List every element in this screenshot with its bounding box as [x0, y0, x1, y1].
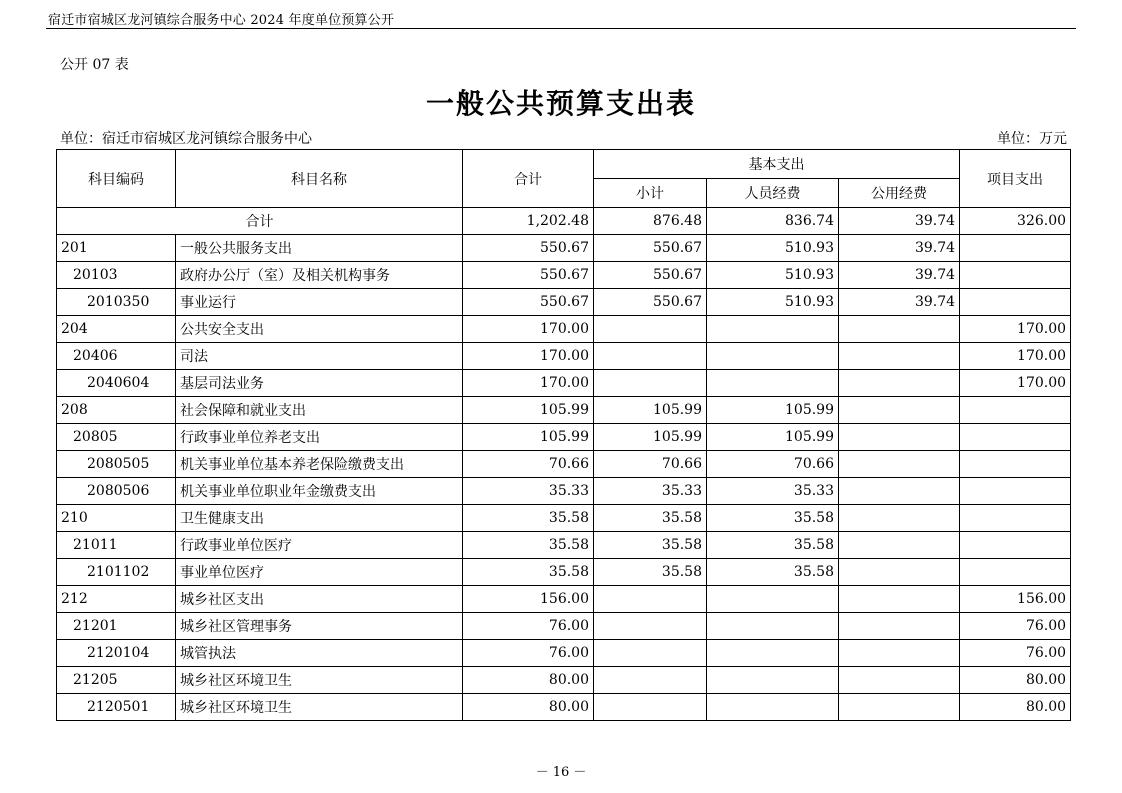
col-header-public: 公用经费 [839, 179, 960, 208]
cell-personnel: 35.58 [707, 559, 839, 586]
cell-total: 170.00 [463, 370, 594, 397]
table-row [57, 694, 1071, 721]
cell-name: 卫生健康支出 [176, 505, 463, 532]
cell-total: 80.00 [463, 694, 594, 721]
cell-personnel [707, 640, 839, 667]
cell-code: 2010350 [57, 289, 176, 316]
cell-subtotal: 550.67 [594, 289, 707, 316]
cell-personnel [707, 343, 839, 370]
cell-subtotal [594, 370, 707, 397]
cell-total: 80.00 [463, 667, 594, 694]
table-row [57, 262, 1071, 289]
cell-code: 20406 [57, 343, 176, 370]
cell-total: 35.58 [463, 559, 594, 586]
cell-project [960, 397, 1071, 424]
cell-code: 210 [57, 505, 176, 532]
col-header-name: 科目名称 [176, 150, 463, 208]
cell-public [839, 316, 960, 343]
cell-subtotal: 70.66 [594, 451, 707, 478]
cell-subtotal [594, 640, 707, 667]
cell-name: 社会保障和就业支出 [176, 397, 463, 424]
cell-personnel: 510.93 [707, 262, 839, 289]
cell-name: 城乡社区环境卫生 [176, 694, 463, 721]
cell-total: 76.00 [463, 640, 594, 667]
header-rule [46, 28, 1076, 29]
cell-total: 70.66 [463, 451, 594, 478]
table-row [57, 478, 1071, 505]
cell-total: 76.00 [463, 613, 594, 640]
cell-project [960, 262, 1071, 289]
cell-code: 21011 [57, 532, 176, 559]
total-row-total: 1,202.48 [463, 208, 594, 235]
cell-personnel [707, 613, 839, 640]
col-header-personnel: 人员经费 [707, 179, 839, 208]
cell-name: 公共安全支出 [176, 316, 463, 343]
running-header-title: 宿迁市宿城区龙河镇综合服务中心 2024 年度单位预算公开 [48, 13, 395, 28]
cell-total: 170.00 [463, 343, 594, 370]
cell-name: 一般公共服务支出 [176, 235, 463, 262]
cell-name: 城乡社区支出 [176, 586, 463, 613]
cell-personnel: 105.99 [707, 424, 839, 451]
table-row [57, 505, 1071, 532]
cell-project: 76.00 [960, 613, 1071, 640]
cell-public [839, 532, 960, 559]
cell-code: 21201 [57, 613, 176, 640]
cell-name: 政府办公厅（室）及相关机构事务 [176, 262, 463, 289]
unit-organization: 单位：宿迁市宿城区龙河镇综合服务中心 [60, 131, 312, 147]
cell-subtotal [594, 586, 707, 613]
cell-subtotal: 35.58 [594, 505, 707, 532]
cell-total: 105.99 [463, 424, 594, 451]
cell-code: 20103 [57, 262, 176, 289]
cell-public [839, 667, 960, 694]
cell-project [960, 478, 1071, 505]
cell-personnel [707, 316, 839, 343]
cell-personnel: 35.58 [707, 505, 839, 532]
table-row [57, 667, 1071, 694]
cell-public [839, 613, 960, 640]
cell-name: 城乡社区管理事务 [176, 613, 463, 640]
table-row [57, 613, 1071, 640]
cell-code: 2120104 [57, 640, 176, 667]
cell-public [839, 397, 960, 424]
cell-name: 行政事业单位医疗 [176, 532, 463, 559]
form-number: 公开 07 表 [60, 57, 129, 73]
cell-personnel: 510.93 [707, 235, 839, 262]
cell-subtotal [594, 694, 707, 721]
cell-name: 城乡社区环境卫生 [176, 667, 463, 694]
cell-project: 170.00 [960, 370, 1071, 397]
cell-public [839, 478, 960, 505]
cell-public [839, 694, 960, 721]
cell-public [839, 424, 960, 451]
table-row [57, 370, 1071, 397]
col-header-subtotal: 小计 [594, 179, 707, 208]
cell-code: 2040604 [57, 370, 176, 397]
cell-project [960, 505, 1071, 532]
cell-subtotal: 105.99 [594, 397, 707, 424]
table-row [57, 343, 1071, 370]
cell-project: 156.00 [960, 586, 1071, 613]
cell-total: 550.67 [463, 262, 594, 289]
table-row [57, 235, 1071, 262]
cell-public [839, 343, 960, 370]
cell-name: 事业单位医疗 [176, 559, 463, 586]
cell-personnel [707, 586, 839, 613]
cell-personnel [707, 667, 839, 694]
cell-public [839, 586, 960, 613]
table-row [57, 316, 1071, 343]
cell-personnel: 35.58 [707, 532, 839, 559]
cell-subtotal: 105.99 [594, 424, 707, 451]
cell-total: 35.58 [463, 532, 594, 559]
cell-project [960, 451, 1071, 478]
cell-public [839, 559, 960, 586]
col-header-project: 项目支出 [960, 150, 1071, 208]
cell-public [839, 451, 960, 478]
cell-code: 2080506 [57, 478, 176, 505]
cell-total: 35.58 [463, 505, 594, 532]
cell-subtotal: 35.58 [594, 532, 707, 559]
cell-name: 机关事业单位职业年金缴费支出 [176, 478, 463, 505]
cell-personnel: 35.33 [707, 478, 839, 505]
cell-total: 105.99 [463, 397, 594, 424]
cell-project [960, 532, 1071, 559]
cell-subtotal: 550.67 [594, 262, 707, 289]
total-row-project: 326.00 [960, 208, 1071, 235]
budget-table [56, 149, 1071, 721]
cell-code: 20805 [57, 424, 176, 451]
cell-public: 39.74 [839, 289, 960, 316]
cell-personnel [707, 694, 839, 721]
page-number: － 16 － [535, 765, 587, 780]
cell-subtotal [594, 667, 707, 694]
cell-code: 208 [57, 397, 176, 424]
cell-subtotal: 550.67 [594, 235, 707, 262]
cell-total: 170.00 [463, 316, 594, 343]
cell-public: 39.74 [839, 235, 960, 262]
cell-name: 基层司法业务 [176, 370, 463, 397]
cell-code: 201 [57, 235, 176, 262]
cell-project: 80.00 [960, 667, 1071, 694]
cell-personnel: 70.66 [707, 451, 839, 478]
cell-total: 550.67 [463, 289, 594, 316]
cell-name: 司法 [176, 343, 463, 370]
cell-project: 76.00 [960, 640, 1071, 667]
total-row-public: 39.74 [839, 208, 960, 235]
total-row [57, 208, 1071, 235]
cell-public [839, 640, 960, 667]
cell-project: 80.00 [960, 694, 1071, 721]
total-row-label: 合计 [57, 208, 463, 235]
cell-project [960, 235, 1071, 262]
cell-personnel: 105.99 [707, 397, 839, 424]
table-row [57, 451, 1071, 478]
cell-name: 机关事业单位基本养老保险缴费支出 [176, 451, 463, 478]
cell-subtotal: 35.58 [594, 559, 707, 586]
table-row [57, 289, 1071, 316]
cell-subtotal [594, 343, 707, 370]
table-row [57, 532, 1071, 559]
table-row [57, 586, 1071, 613]
cell-subtotal: 35.33 [594, 478, 707, 505]
cell-project [960, 289, 1071, 316]
cell-personnel: 510.93 [707, 289, 839, 316]
cell-code: 2080505 [57, 451, 176, 478]
table-row [57, 397, 1071, 424]
cell-project: 170.00 [960, 343, 1071, 370]
col-header-code: 科目编码 [57, 150, 176, 208]
cell-project: 170.00 [960, 316, 1071, 343]
col-header-total: 合计 [463, 150, 594, 208]
cell-code: 204 [57, 316, 176, 343]
cell-public [839, 370, 960, 397]
cell-project [960, 424, 1071, 451]
cell-name: 城管执法 [176, 640, 463, 667]
cell-personnel [707, 370, 839, 397]
cell-code: 21205 [57, 667, 176, 694]
table-body [57, 208, 1071, 721]
unit-currency: 单位：万元 [997, 131, 1067, 147]
total-row-personnel: 836.74 [707, 208, 839, 235]
cell-total: 156.00 [463, 586, 594, 613]
cell-code: 2101102 [57, 559, 176, 586]
cell-public [839, 505, 960, 532]
table-header [57, 150, 1071, 208]
table-row [57, 559, 1071, 586]
cell-subtotal [594, 613, 707, 640]
cell-name: 行政事业单位养老支出 [176, 424, 463, 451]
cell-total: 35.33 [463, 478, 594, 505]
cell-project [960, 559, 1071, 586]
cell-code: 2120501 [57, 694, 176, 721]
cell-subtotal [594, 316, 707, 343]
cell-total: 550.67 [463, 235, 594, 262]
cell-name: 事业运行 [176, 289, 463, 316]
cell-code: 212 [57, 586, 176, 613]
table-row [57, 640, 1071, 667]
col-header-basic: 基本支出 [594, 150, 960, 179]
total-row-subtotal: 876.48 [594, 208, 707, 235]
cell-public: 39.74 [839, 262, 960, 289]
table-row [57, 424, 1071, 451]
page-title: 一般公共预算支出表 [425, 87, 696, 120]
